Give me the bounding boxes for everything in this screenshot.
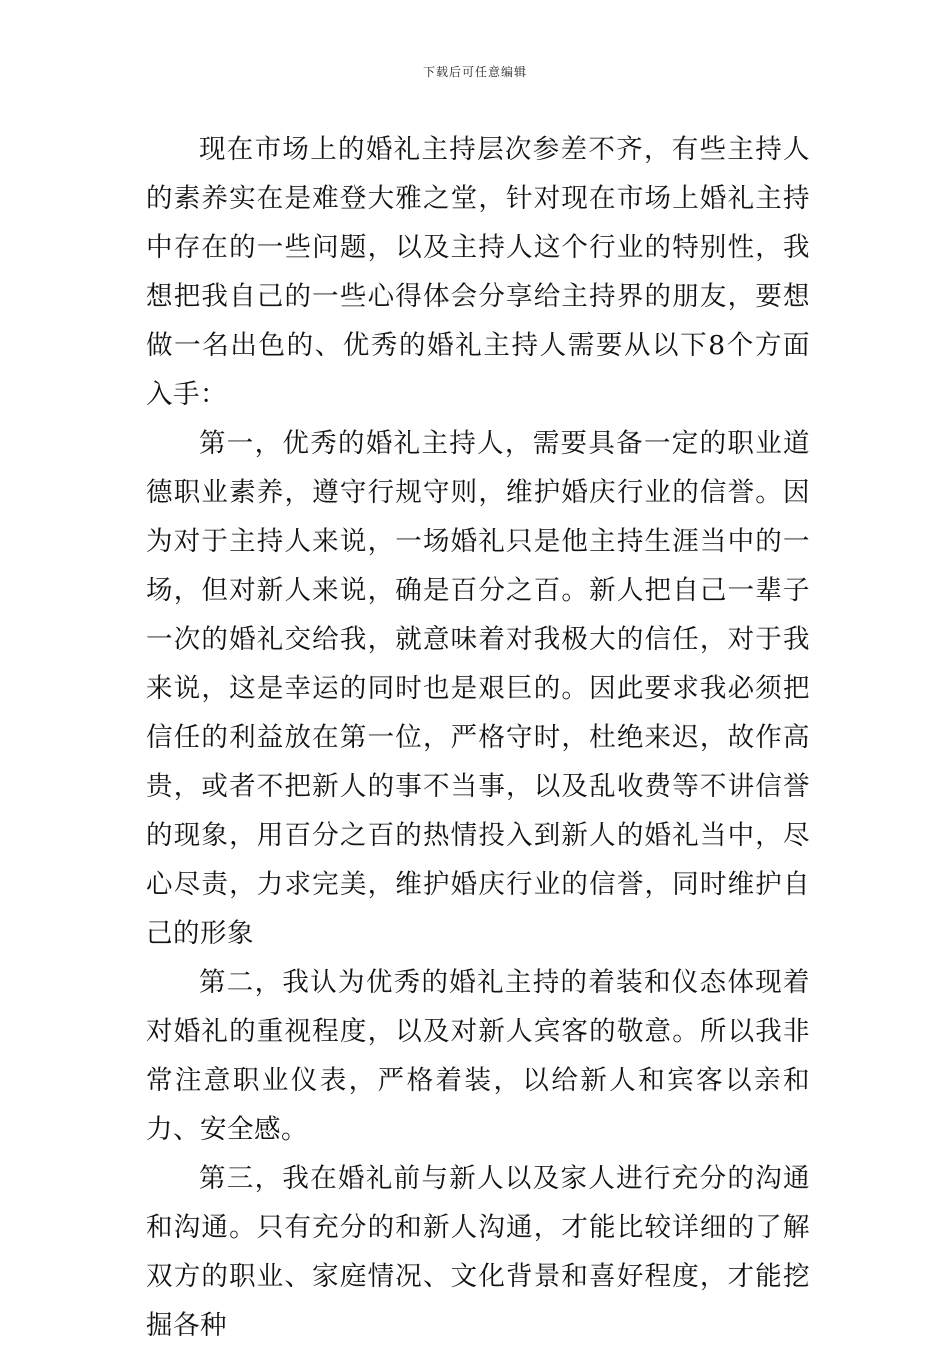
paragraph-first-point: 第一，优秀的婚礼主持人，需要具备一定的职业道德职业素养，遵守行规守则，维护婚庆行业的信誉。因为对于主持人来说，一场婚礼只是他主持生涯当中的一场，但对新人来说，确是百分之百。新人把自己一辈子一次的婚礼交给我，就意味着对我极大的信任，对于我来说，这是幸运的同时也是艰巨的。因此要求我必须把信任的利益放在第一位，严格守时，杜绝来迟，故作高贵，或者不把新人的事不当事，以及乱收费等不讲信誉的现象，用百分之百的热情投入到新人的婚礼当中，尽心尽责，力求完美，维护婚庆行业的信誉，同时维护自己的形象	[146, 428, 810, 949]
paragraph-third-point: 第三，我在婚礼前与新人以及家人进行充分的沟通和沟通。只有充分的和新人沟通，才能比较详细的了解双方的职业、家庭情况、文化背景和喜好程度，才能挖掘各种	[146, 1163, 810, 1341]
paragraph-second-point: 第二，我认为优秀的婚礼主持的着装和仪态体现着对婚礼的重视程度，以及对新人宾客的敬意。所以我非常注意职业仪表，严格着装，以给新人和宾客以亲和力、安全感。	[146, 967, 810, 1145]
paragraph-intro: 现在市场上的婚礼主持层次参差不齐，有些主持人的素养实在是难登大雅之堂，针对现在市场上婚礼主持中存在的一些问题，以及主持人这个行业的特别性，我想把我自己的一些心得体会分享给主持界的朋友，要想做一名出色的、优秀的婚礼主持人需要从以下8个方面入手：	[146, 134, 810, 410]
document-body	[146, 125, 810, 1350]
page-header: 下载后可任意编辑	[422, 65, 527, 79]
